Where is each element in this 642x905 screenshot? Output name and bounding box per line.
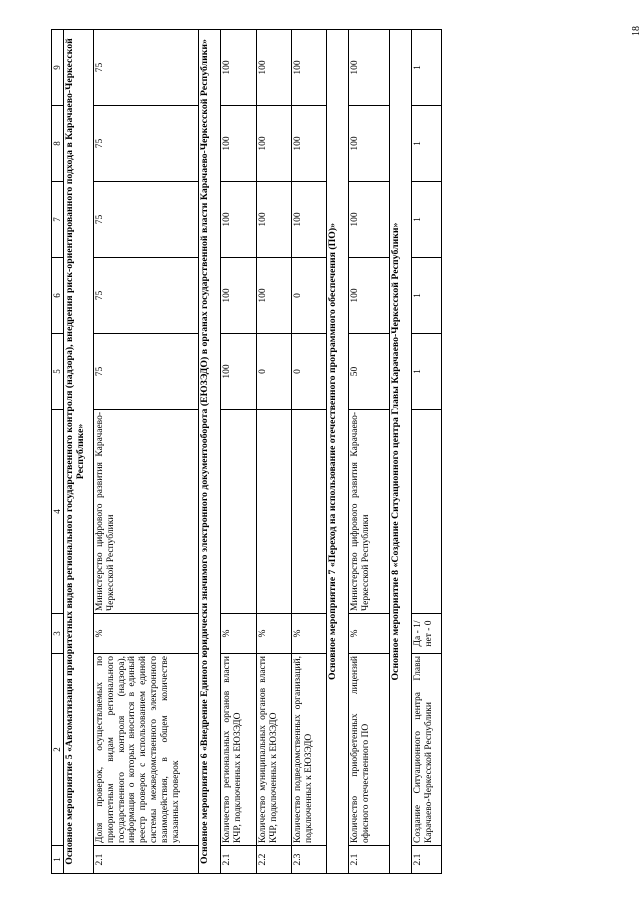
column-header: 5: [52, 334, 64, 410]
responsible-executor: [412, 410, 442, 614]
value-cell: 100: [221, 106, 257, 182]
column-header: 3: [52, 614, 64, 654]
unit-cell: %: [257, 614, 292, 654]
value-cell: 75: [94, 30, 199, 106]
column-header: 4: [52, 410, 64, 614]
indicator-name: Количество приобретенных лицензий офисного отечественного ПО: [349, 654, 390, 846]
row-number: 2.2: [257, 846, 292, 874]
value-cell: 1: [412, 334, 442, 410]
row-number: 2.1: [94, 846, 199, 874]
value-cell: 50: [349, 334, 390, 410]
value-cell: 100: [349, 258, 390, 334]
indicators-table: [51, 29, 442, 874]
value-cell: 100: [292, 182, 327, 258]
value-cell: 0: [292, 334, 327, 410]
indicator-name: Количество подведомственных организаций, подключенных к ЕЮЗЭДО: [292, 654, 327, 846]
unit-cell: %: [292, 614, 327, 654]
section-header-row: [327, 30, 349, 874]
value-cell: 100: [257, 182, 292, 258]
value-cell: 100: [257, 106, 292, 182]
value-cell: 1: [412, 182, 442, 258]
responsible-executor: [292, 410, 327, 614]
value-cell: 100: [221, 182, 257, 258]
column-header: 6: [52, 258, 64, 334]
column-header: 9: [52, 30, 64, 106]
value-cell: 100: [257, 30, 292, 106]
indicator-name: Создание Ситуационного центра Главы Карачаево-Черкесской Республики: [412, 654, 442, 846]
indicator-name: Доля проверок, осуществляемых по приоритетным видам регионального государственного контроля (надзора), информация о которых вносится в единый реестр проверок с использованием единой системы межведомственного электронного взаимодействия, в общем количестве указанных проверок: [94, 654, 199, 846]
value-cell: 0: [257, 334, 292, 410]
table-row: [257, 30, 292, 874]
column-header-row: [52, 30, 64, 874]
value-cell: 100: [349, 106, 390, 182]
section-header-row: [199, 30, 221, 874]
section-header-row: [390, 30, 412, 874]
indicator-name: Количество муниципальных органов власти КЧР, подключенных к ЕЮЗЭДО: [257, 654, 292, 846]
value-cell: 100: [221, 30, 257, 106]
rotated-page: [51, 30, 630, 874]
table-row: [292, 30, 327, 874]
column-header: 2: [52, 654, 64, 846]
value-cell: 1: [412, 258, 442, 334]
value-cell: 100: [221, 334, 257, 410]
section-title: Основное мероприятие 8 «Создание Ситуационного центра Главы Карачаево-Черкесской Республики»: [390, 30, 412, 874]
responsible-executor: Министерство цифрового развития Карачаево-Черкесской Республики: [94, 410, 199, 614]
row-number: 2.1: [412, 846, 442, 874]
value-cell: 75: [94, 334, 199, 410]
value-cell: 75: [94, 258, 199, 334]
section-title: Основное мероприятие 6 «Внедрение Единого юридически значимого электронного документооборота (ЕЮЗЭДО) в органах государственной власти Карачаево-Черкесской Республики»: [199, 30, 221, 874]
responsible-executor: Министерство цифрового развития Карачаево-Черкесской Республики: [349, 410, 390, 614]
table-row: [221, 30, 257, 874]
table-row: [94, 30, 199, 874]
page-number: 18: [631, 26, 642, 36]
table-row: [412, 30, 442, 874]
indicator-name: Количество региональных органов власти КЧР, подключенных к ЕЮЗЭДО: [221, 654, 257, 846]
section-header-row: [64, 30, 94, 874]
value-cell: 1: [412, 106, 442, 182]
value-cell: 100: [221, 258, 257, 334]
unit-cell: Да - 1/ нет - 0: [412, 614, 442, 654]
column-header: 7: [52, 182, 64, 258]
value-cell: 100: [349, 30, 390, 106]
value-cell: 1: [412, 30, 442, 106]
value-cell: 100: [349, 182, 390, 258]
row-number: 2.3: [292, 846, 327, 874]
section-title: Основное мероприятие 7 «Переход на использование отечественного программного обеспечения (ПО)»: [327, 30, 349, 874]
value-cell: 100: [292, 106, 327, 182]
column-header: 8: [52, 106, 64, 182]
responsible-executor: [257, 410, 292, 614]
value-cell: 100: [292, 30, 327, 106]
value-cell: 0: [292, 258, 327, 334]
row-number: 2.1: [349, 846, 390, 874]
value-cell: 100: [257, 258, 292, 334]
row-number: 2.1: [221, 846, 257, 874]
section-title: Основное мероприятие 5 «Автоматизация приоритетных видов регионального государственного контроля (надзора), внедрения риск-ориентированного подхода в Карачаево-Черкесской Республике»: [64, 30, 94, 874]
table-row: [349, 30, 390, 874]
unit-cell: %: [94, 614, 199, 654]
unit-cell: %: [221, 614, 257, 654]
unit-cell: %: [349, 614, 390, 654]
column-header: 1: [52, 846, 64, 874]
value-cell: 75: [94, 106, 199, 182]
value-cell: 75: [94, 182, 199, 258]
responsible-executor: [221, 410, 257, 614]
